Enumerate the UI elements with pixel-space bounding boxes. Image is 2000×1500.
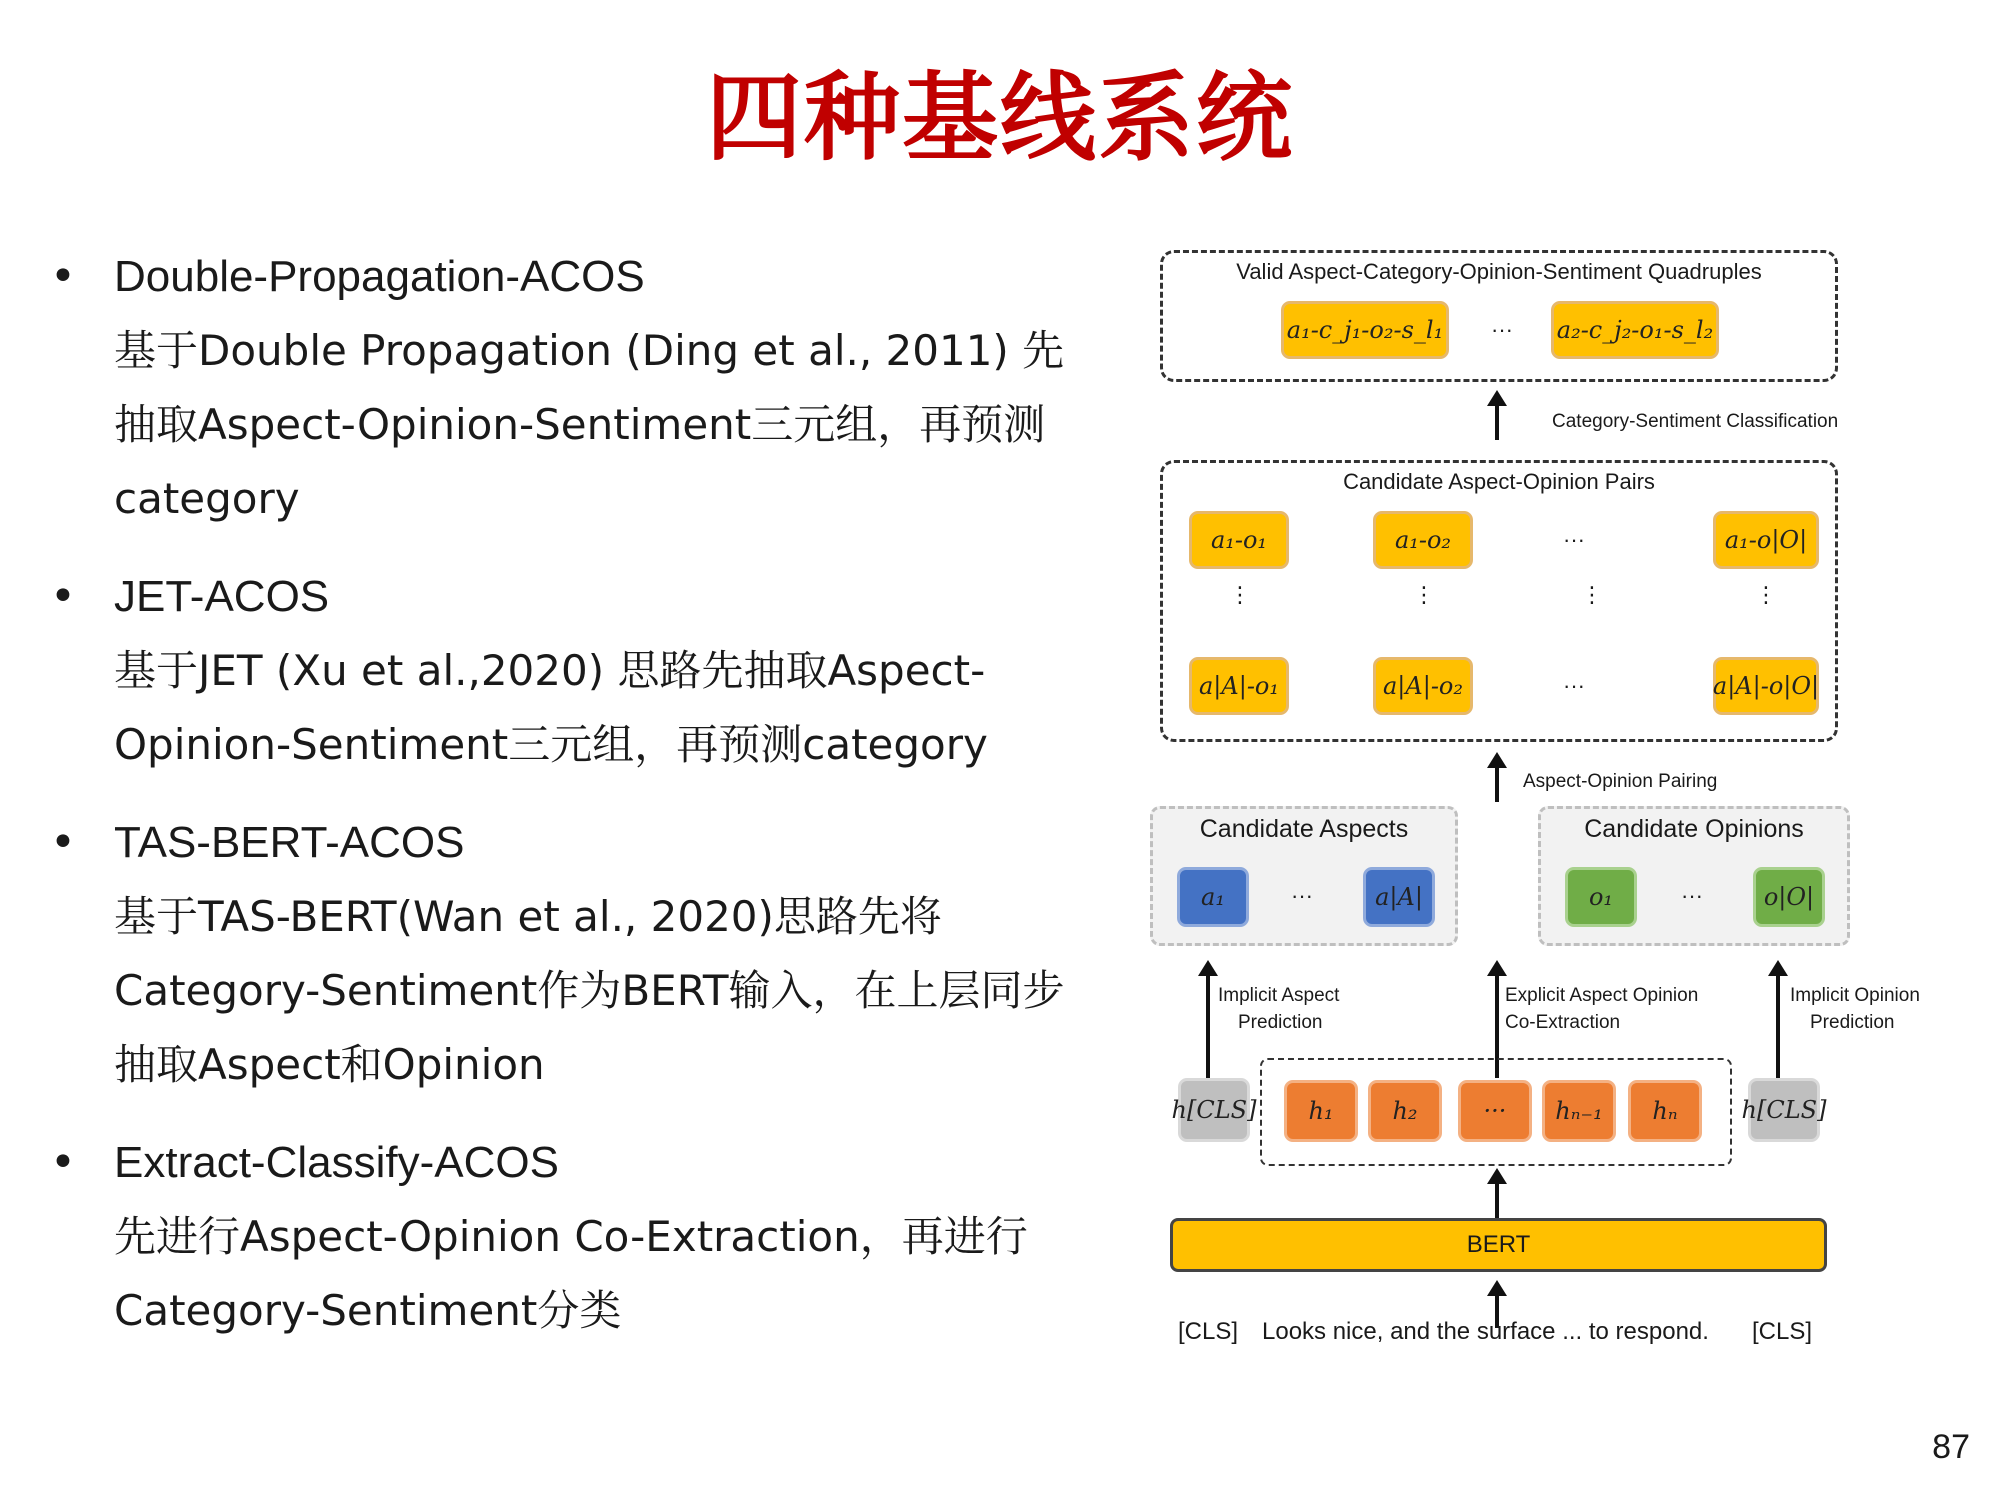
bullet-description: 先进行Aspect-Opinion Co-Extraction，再进行Category-Sentiment分类 — [114, 1212, 1028, 1335]
pairs-box — [1160, 460, 1838, 742]
arrow-head-icon — [1487, 752, 1507, 768]
arrow-head-icon — [1487, 1280, 1507, 1296]
pair-chip: a₁-o|O| — [1713, 511, 1819, 569]
implicit-opinion-label-line1: Implicit Opinion — [1790, 985, 1920, 1006]
bullet-dot: • — [50, 571, 76, 622]
bert-encoder: BERT — [1170, 1218, 1827, 1272]
ellipsis: ··· — [1291, 883, 1313, 908]
input-cls-token: [CLS] — [1178, 1318, 1239, 1345]
quadruple-chip: a₂-c_j₂-o₁-s_l₂ — [1551, 301, 1719, 359]
candidate-aspects-box — [1150, 806, 1458, 946]
bullet-heading: TAS-BERT-ACOS — [114, 818, 465, 867]
bullet-heading: JET-ACOS — [114, 572, 330, 621]
pair-chip: a₁-o₁ — [1189, 511, 1289, 569]
bullet-dot: • — [50, 251, 76, 302]
quadruples-box — [1160, 250, 1838, 382]
hidden-token-chip: hₙ — [1628, 1080, 1702, 1142]
hidden-token-chip: h₂ — [1368, 1080, 1442, 1142]
aspects-title: Candidate Aspects — [1199, 815, 1409, 843]
arrow-shaft — [1495, 402, 1499, 440]
vertical-ellipsis: ⋮ — [1581, 583, 1603, 608]
pairing-label: Aspect-Opinion Pairing — [1523, 771, 1718, 792]
input-sentence: Looks nice, and the surface ... to respond. — [1262, 1318, 1709, 1345]
explicit-extraction-label-line2: Co-Extraction — [1505, 1012, 1621, 1033]
vertical-ellipsis: ⋮ — [1413, 583, 1435, 608]
input-cls-token: [CLS] — [1752, 1318, 1813, 1345]
opinions-title: Candidate Opinions — [1584, 815, 1804, 843]
ellipsis: ··· — [1563, 673, 1585, 698]
bullet-heading: Extract-Classify-ACOS — [114, 1138, 559, 1187]
slide-title: 四种基线系统 — [706, 62, 1294, 174]
pairs-title: Candidate Aspect-Opinion Pairs — [1343, 469, 1655, 494]
hidden-token-chip: ··· — [1458, 1080, 1532, 1142]
bullet-description: 基于Double Propagation (Ding et al., 2011) 先抽取Aspect-Opinion-Sentiment三元组，再预测category — [114, 326, 1065, 523]
hidden-token-chip: h₁ — [1284, 1080, 1358, 1142]
bullet-list — [50, 240, 1090, 1372]
ellipsis: ··· — [1563, 527, 1585, 552]
quadruples-title: Valid Aspect-Category-Opinion-Sentiment Quadruples — [1236, 259, 1762, 284]
hidden-cls-chip: h[CLS] — [1178, 1078, 1250, 1142]
hidden-token-box — [1260, 1058, 1732, 1166]
hidden-token-chip: hₙ₋₁ — [1542, 1080, 1616, 1142]
ellipsis: ··· — [1681, 883, 1703, 908]
arrow-head-icon — [1198, 960, 1218, 976]
arrow-head-icon — [1487, 1168, 1507, 1184]
pair-chip: a₁-o₂ — [1373, 511, 1473, 569]
bullet-heading: Double-Propagation-ACOS — [114, 252, 645, 301]
pair-chip: a|A|-o₂ — [1373, 657, 1473, 715]
bullet-dot: • — [50, 1137, 76, 1188]
aspect-chip: a₁ — [1177, 867, 1249, 927]
implicit-aspect-label-line2: Prediction — [1238, 1012, 1323, 1033]
ellipsis: ··· — [1491, 317, 1513, 342]
arrow-head-icon — [1487, 390, 1507, 406]
vertical-ellipsis: ⋮ — [1755, 583, 1777, 608]
quadruple-chip: a₁-c_j₁-o₂-s_l₁ — [1281, 301, 1449, 359]
arrow-head-icon — [1768, 960, 1788, 976]
pair-chip: a|A|-o₁ — [1189, 657, 1289, 715]
bullet-item — [50, 240, 1090, 536]
arrow-shaft — [1495, 1180, 1499, 1218]
vertical-ellipsis: ⋮ — [1229, 583, 1251, 608]
arrow-shaft — [1495, 764, 1499, 802]
architecture-diagram — [1140, 240, 1980, 1370]
explicit-extraction-label-line1: Explicit Aspect Opinion — [1505, 985, 1699, 1006]
bullet-description: 基于TAS-BERT(Wan et al., 2020)思路先将Category-Sentiment作为BERT输入，在上层同步抽取Aspect和Opinion — [114, 892, 1065, 1089]
aspect-chip: a|A| — [1363, 867, 1435, 927]
opinion-chip: o₁ — [1565, 867, 1637, 927]
arrow-head-icon — [1487, 960, 1507, 976]
bullet-dot: • — [50, 817, 76, 868]
candidate-opinions-box — [1538, 806, 1850, 946]
bullet-item — [50, 560, 1090, 782]
classification-label: Category-Sentiment Classification — [1552, 411, 1839, 432]
page-number: 87 — [1932, 1428, 1970, 1466]
hidden-cls-chip: h[CLS] — [1748, 1078, 1820, 1142]
implicit-aspect-label-line1: Implicit Aspect — [1218, 985, 1340, 1006]
opinion-chip: o|O| — [1753, 867, 1825, 927]
bullet-item — [50, 806, 1090, 1102]
implicit-opinion-label-line2: Prediction — [1810, 1012, 1895, 1033]
bullet-description: 基于JET (Xu et al.,2020) 思路先抽取Aspect-Opinion-Sentiment三元组，再预测category — [114, 646, 988, 769]
pair-chip: a|A|-o|O| — [1713, 657, 1819, 715]
bullet-item — [50, 1126, 1090, 1348]
